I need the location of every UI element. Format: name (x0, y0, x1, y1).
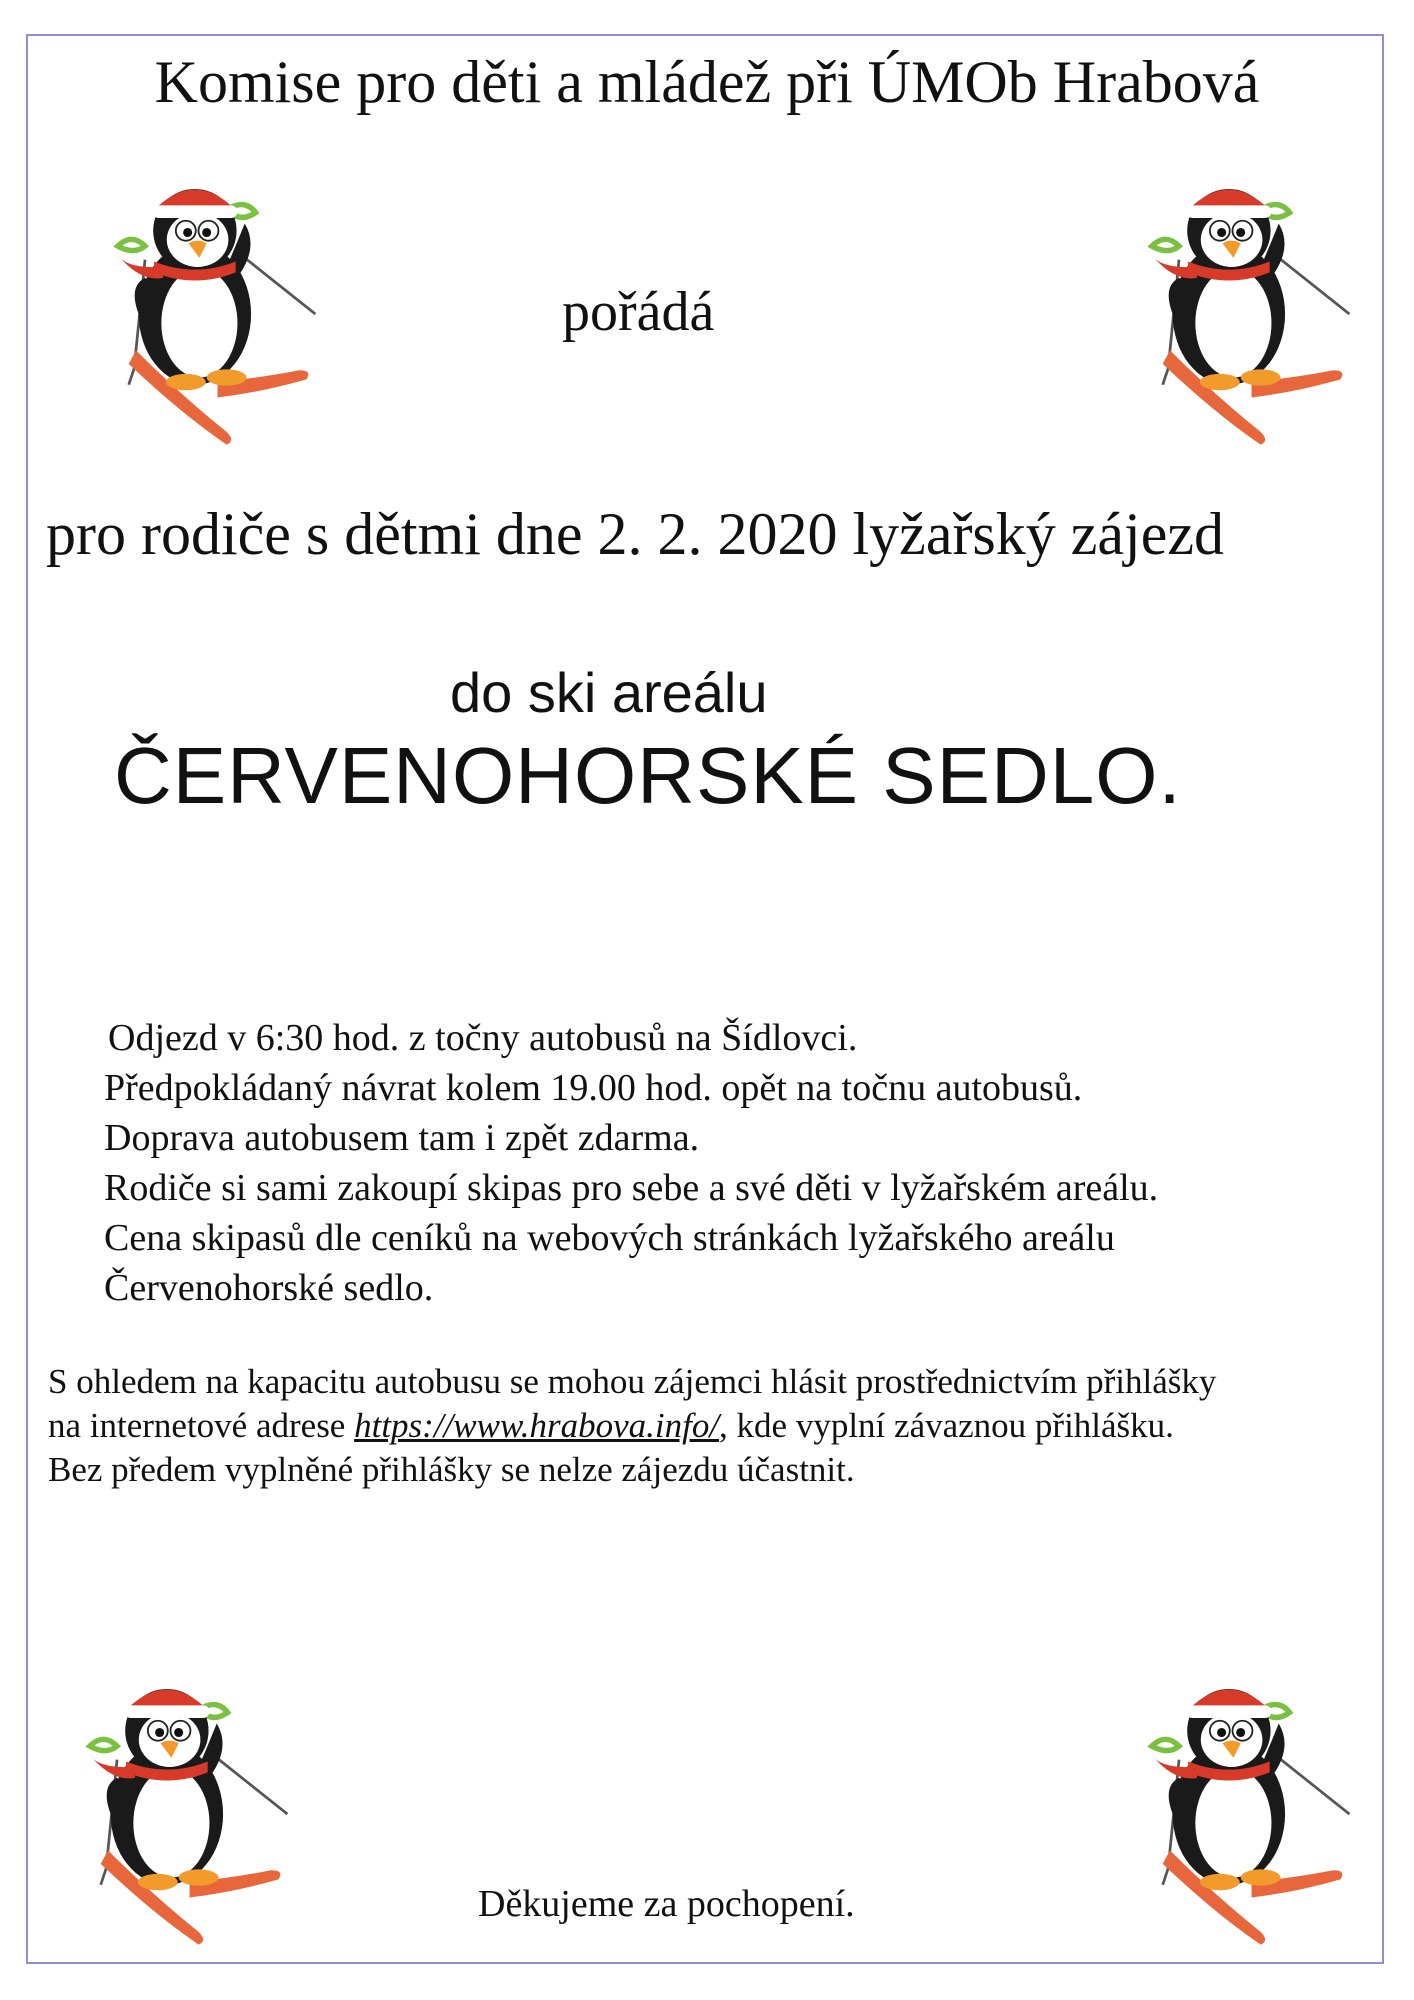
organizes-label: pořádá (562, 281, 715, 343)
organizer-heading: Komise pro děti a mládež při ÚMOb Hrabová (154, 49, 1260, 115)
resort-name: ČERVENOHORSKÉ SEDLO. (114, 731, 1182, 820)
info-line: Červenohorské sedlo. (104, 1267, 434, 1309)
to-resort-label: do ski areálu (450, 661, 768, 724)
skiing-penguin-icon (78, 160, 348, 450)
info-line: Rodiče si sami zakoupí skipas pro sebe a své děti v lyžařském areálu. (104, 1167, 1159, 1209)
skiing-penguin-icon (50, 1660, 320, 1950)
signup-line: Bez předem vyplněné přihlášky se nelze zájezdu účastnit. (48, 1450, 855, 1489)
signup-line: S ohledem na kapacitu autobusu se mohou zájemci hlásit prostřednictvím přihlášky (48, 1362, 1217, 1401)
info-line: Cena skipasů dle ceníků na webových stránkách lyžařského areálu (104, 1217, 1115, 1259)
info-line: Předpokládaný návrat kolem 19.00 hod. opět na točnu autobusů. (104, 1067, 1083, 1109)
skiing-penguin-icon (1112, 160, 1382, 450)
registration-link[interactable]: https://www.hrabova.info/ (354, 1406, 720, 1445)
signup-line (48, 1406, 1174, 1446)
info-line: Odjezd v 6:30 hod. z točny autobusů na Šídlovci. (108, 1017, 858, 1059)
thanks-note: Děkujeme za pochopení. (478, 1883, 855, 1925)
skiing-penguin-icon (1112, 1660, 1382, 1950)
info-line: Doprava autobusem tam i zpět zdarma. (104, 1117, 700, 1159)
signup-text: na internetové adrese (48, 1406, 355, 1445)
signup-text: , kde vyplní závaznou přihlášku. (719, 1406, 1174, 1445)
invite-line: pro rodiče s dětmi dne 2. 2. 2020 lyžařský zájezd (46, 501, 1224, 567)
